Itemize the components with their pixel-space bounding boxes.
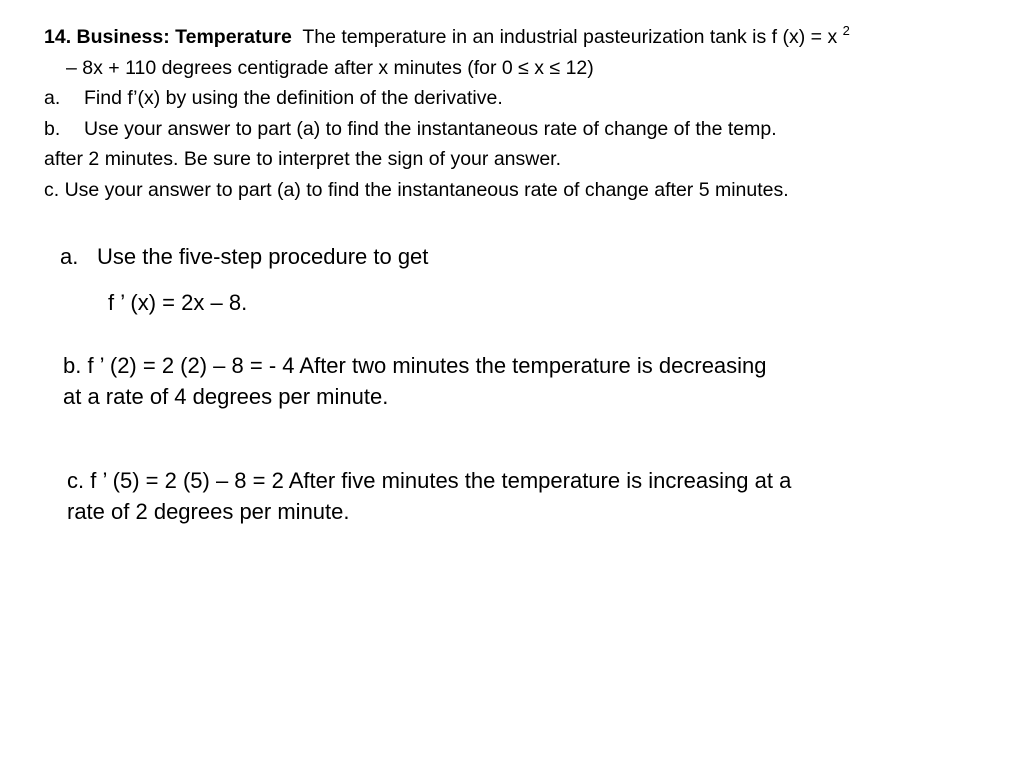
problem-title: 14. Business: Temperature: [44, 26, 292, 48]
answer-a-formula: f ’ (x) = 2x – 8.: [108, 290, 248, 315]
answer-c-line-1: c. f ’ (5) = 2 (5) – 8 = 2 After five minutes the temperature is increasing at a: [67, 468, 792, 493]
answer-b: [63, 351, 767, 412]
part-a-question: [44, 83, 1004, 114]
answer-b-line-1: b. f ’ (2) = 2 (2) – 8 = - 4 After two minutes the temperature is decreasing: [63, 353, 767, 378]
part-b-text: Use your answer to part (a) to find the instantaneous rate of change of the temp.: [84, 117, 777, 140]
part-b-question: [44, 114, 1004, 145]
answer-c-line-2: rate of 2 degrees per minute.: [67, 498, 350, 524]
exponent: 2: [842, 23, 850, 38]
answer-a-label: a.: [60, 244, 79, 269]
answer-c: [67, 466, 791, 527]
part-c-question: c. Use your answer to part (a) to find the instantaneous rate of change after 5 minutes.: [44, 178, 789, 201]
problem-intro-continuation: – 8x + 110 degrees centigrade after x minutes (for 0 ≤ x ≤ 12): [66, 56, 594, 79]
part-a-label: a.: [44, 87, 61, 109]
part-a-text: Find f’(x) by using the definition of the derivative.: [84, 87, 503, 109]
part-b-continuation: after 2 minutes. Be sure to interpret the sign of your answer.: [44, 148, 562, 170]
answer-a-text: Use the five-step procedure to get: [97, 244, 429, 269]
problem-statement: [44, 22, 1004, 205]
problem-intro-line: [44, 22, 1004, 53]
answer-b-line-2: at a rate of 4 degrees per minute.: [63, 383, 389, 409]
answer-a: [60, 242, 428, 273]
problem-intro-text: The temperature in an industrial pasteurization tank is f (x) = x: [302, 26, 838, 48]
part-b-label: b.: [44, 117, 61, 140]
